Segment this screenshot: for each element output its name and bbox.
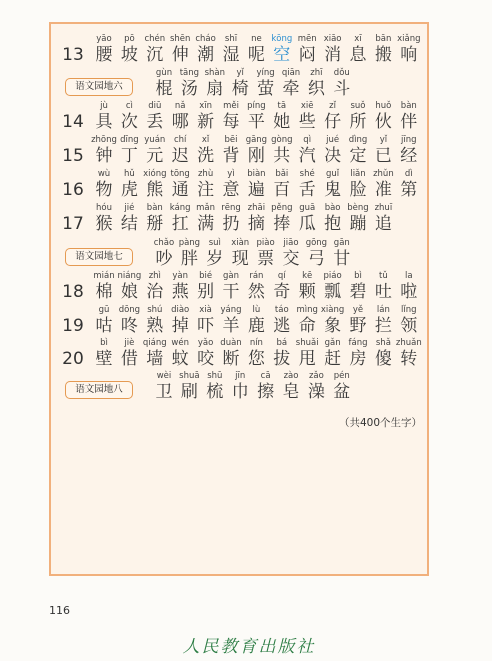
character-cell bbox=[394, 33, 424, 66]
pinyin: zhì bbox=[148, 271, 161, 281]
hanzi: 搬 bbox=[374, 45, 392, 65]
hanzi: 些 bbox=[298, 112, 316, 132]
publisher-logo: 人民教育出版社 bbox=[182, 637, 316, 657]
pinyin: lǐng bbox=[401, 305, 417, 315]
hanzi: 决 bbox=[324, 146, 342, 166]
hanzi: 意 bbox=[222, 180, 240, 200]
pinyin: shàn bbox=[204, 68, 225, 78]
character-cell bbox=[394, 304, 424, 337]
garden-label: 语文园地七 bbox=[65, 248, 133, 266]
pinyin: cā bbox=[260, 371, 271, 381]
hanzi: 她 bbox=[273, 112, 291, 132]
lesson-number: 19 bbox=[62, 316, 84, 336]
hanzi: 您 bbox=[247, 349, 265, 369]
hanzi: 鬼 bbox=[324, 180, 342, 200]
hanzi: 伙 bbox=[374, 112, 392, 132]
pinyin: jiāo bbox=[283, 238, 299, 248]
hanzi: 断 bbox=[222, 349, 240, 369]
hanzi: 平 bbox=[247, 112, 265, 132]
pinyin: gǎn bbox=[324, 338, 341, 348]
pinyin: bǎi bbox=[275, 169, 289, 179]
pinyin: yàn bbox=[172, 271, 188, 281]
garden-label: 语文园地八 bbox=[65, 381, 133, 399]
hanzi: 第 bbox=[400, 180, 418, 200]
character-cell bbox=[327, 237, 357, 270]
hanzi: 追 bbox=[374, 214, 392, 234]
pinyin: suì bbox=[208, 238, 221, 248]
character-cell bbox=[394, 100, 424, 133]
pinyin: xǐ bbox=[201, 135, 210, 145]
character-cell bbox=[368, 202, 398, 235]
pinyin: lù bbox=[252, 305, 261, 315]
pinyin: cì bbox=[125, 101, 133, 111]
hanzi: 脸 bbox=[349, 180, 367, 200]
hanzi: 百 bbox=[273, 180, 291, 200]
hanzi: 皂 bbox=[282, 382, 300, 402]
hanzi: 蚊 bbox=[171, 349, 189, 369]
lesson-number: 15 bbox=[62, 146, 84, 166]
pinyin: duàn bbox=[220, 338, 242, 348]
pinyin: xiǎng bbox=[397, 34, 421, 44]
pinyin: mìng bbox=[296, 305, 318, 315]
hanzi: 注 bbox=[197, 180, 215, 200]
pinyin: hóu bbox=[96, 203, 112, 213]
pinyin: zǎo bbox=[308, 371, 324, 381]
pinyin: wèi bbox=[156, 371, 172, 381]
pinyin: jīng bbox=[401, 135, 417, 145]
pinyin: piáo bbox=[323, 271, 342, 281]
hanzi: 别 bbox=[197, 282, 215, 302]
hanzi: 拦 bbox=[374, 316, 392, 336]
pinyin: shǎ bbox=[375, 338, 391, 348]
pinyin: gān bbox=[333, 238, 350, 248]
pinyin: diū bbox=[148, 101, 162, 111]
pinyin: pén bbox=[333, 371, 350, 381]
garden-label: 语文园地六 bbox=[65, 78, 133, 96]
hanzi: 逃 bbox=[273, 316, 291, 336]
pinyin: zhī bbox=[310, 68, 323, 78]
pinyin: jù bbox=[100, 101, 108, 111]
pinyin: bān bbox=[375, 34, 392, 44]
pinyin: chǎo bbox=[153, 238, 175, 248]
hanzi: 弓 bbox=[307, 249, 325, 269]
pinyin: rán bbox=[249, 271, 264, 281]
pinyin: gū bbox=[98, 305, 110, 315]
hanzi: 咚 bbox=[120, 316, 138, 336]
hanzi: 丁 bbox=[120, 146, 138, 166]
hanzi: 卫 bbox=[155, 382, 173, 402]
character-cell bbox=[394, 168, 424, 201]
lesson-row bbox=[49, 337, 429, 370]
hanzi: 交 bbox=[282, 249, 300, 269]
hanzi: 熊 bbox=[146, 180, 164, 200]
hanzi: 扔 bbox=[222, 214, 240, 234]
pinyin: suǒ bbox=[350, 101, 366, 111]
pinyin: shú bbox=[147, 305, 163, 315]
pinyin: fáng bbox=[348, 338, 368, 348]
pinyin: yuán bbox=[144, 135, 166, 145]
pinyin: dǒu bbox=[333, 68, 350, 78]
pinyin: jiè bbox=[124, 338, 135, 348]
hanzi: 碧 bbox=[349, 282, 367, 302]
hanzi: 哪 bbox=[171, 112, 189, 132]
pinyin: shuā bbox=[179, 371, 200, 381]
pinyin: qì bbox=[303, 135, 312, 145]
pinyin: bēi bbox=[224, 135, 238, 145]
lesson-row bbox=[49, 304, 429, 337]
pinyin: diào bbox=[171, 305, 190, 315]
hanzi: 命 bbox=[298, 316, 316, 336]
hanzi: 傻 bbox=[374, 349, 392, 369]
pinyin: tāng bbox=[179, 68, 200, 78]
hanzi: 坡 bbox=[120, 45, 138, 65]
pinyin: mián bbox=[93, 271, 115, 281]
pinyin: yǐ bbox=[379, 135, 388, 145]
hanzi: 仔 bbox=[324, 112, 342, 132]
pinyin: bì bbox=[354, 271, 362, 281]
hanzi: 盆 bbox=[333, 382, 351, 402]
pinyin: tā bbox=[277, 101, 287, 111]
hanzi: 抱 bbox=[324, 214, 342, 234]
hanzi: 熟 bbox=[146, 316, 164, 336]
hanzi: 结 bbox=[120, 214, 138, 234]
hanzi: 猴 bbox=[95, 214, 113, 234]
pinyin: yǐ bbox=[236, 68, 244, 78]
hanzi: 伸 bbox=[171, 45, 189, 65]
hanzi: 已 bbox=[374, 146, 392, 166]
hanzi: 掉 bbox=[171, 316, 189, 336]
hanzi: 棉 bbox=[95, 282, 113, 302]
pinyin: bào bbox=[324, 203, 341, 213]
pinyin: xiàng bbox=[320, 305, 345, 315]
hanzi: 所 bbox=[349, 112, 367, 132]
pinyin: niáng bbox=[117, 271, 142, 281]
garden-row bbox=[49, 370, 429, 403]
hanzi: 房 bbox=[349, 349, 367, 369]
pinyin: xióng bbox=[143, 169, 167, 179]
pinyin: jué bbox=[326, 135, 340, 145]
hanzi: 捧 bbox=[273, 214, 291, 234]
pinyin: káng bbox=[169, 203, 191, 213]
pinyin: piào bbox=[256, 238, 275, 248]
hanzi: 吐 bbox=[374, 282, 392, 302]
hanzi: 腰 bbox=[95, 45, 113, 65]
lesson-row bbox=[49, 33, 429, 66]
pinyin: zhuǎn bbox=[395, 338, 422, 348]
pinyin: zhǔn bbox=[373, 169, 394, 179]
hanzi: 遍 bbox=[247, 180, 265, 200]
hanzi: 咬 bbox=[197, 349, 215, 369]
pinyin: píng bbox=[247, 101, 266, 111]
pinyin: yǎo bbox=[197, 338, 214, 348]
pinyin: gòng bbox=[271, 135, 293, 145]
pinyin: shēn bbox=[169, 34, 191, 44]
hanzi: 汽 bbox=[298, 146, 316, 166]
hanzi: 奇 bbox=[273, 282, 291, 302]
character-cell bbox=[394, 270, 424, 303]
hanzi: 象 bbox=[324, 316, 342, 336]
pinyin: bàn bbox=[146, 203, 163, 213]
hanzi: 吵 bbox=[155, 249, 173, 269]
hanzi: 票 bbox=[257, 249, 275, 269]
pinyin: mǎn bbox=[196, 203, 216, 213]
pinyin: gōng bbox=[305, 238, 328, 248]
lesson-row bbox=[49, 168, 429, 201]
hanzi: 迟 bbox=[171, 146, 189, 166]
lesson-number: 18 bbox=[62, 282, 84, 302]
hanzi: 墙 bbox=[146, 349, 164, 369]
pinyin: wù bbox=[97, 169, 111, 179]
hanzi: 牵 bbox=[282, 79, 300, 99]
pinyin: rēng bbox=[221, 203, 241, 213]
hanzi: 领 bbox=[400, 316, 418, 336]
hanzi: 通 bbox=[171, 180, 189, 200]
hanzi: 甘 bbox=[333, 249, 351, 269]
lesson-row bbox=[49, 202, 429, 235]
pinyin: xiāo bbox=[323, 34, 342, 44]
pinyin: pàng bbox=[178, 238, 201, 248]
hanzi: 元 bbox=[146, 146, 164, 166]
pinyin: qí bbox=[277, 271, 286, 281]
hanzi: 定 bbox=[349, 146, 367, 166]
hanzi: 经 bbox=[400, 146, 418, 166]
hanzi: 瓜 bbox=[298, 214, 316, 234]
hanzi: 借 bbox=[120, 349, 138, 369]
pinyin: zhù bbox=[197, 169, 214, 179]
pinyin: tōng bbox=[170, 169, 190, 179]
pinyin: guǐ bbox=[326, 169, 340, 179]
pinyin: kōng bbox=[271, 34, 293, 44]
hanzi: 咕 bbox=[95, 316, 113, 336]
garden-row bbox=[49, 67, 429, 100]
pinyin: kē bbox=[302, 271, 313, 281]
pinyin: měi bbox=[223, 101, 239, 111]
pinyin: pěng bbox=[271, 203, 293, 213]
hanzi: 呢 bbox=[247, 45, 265, 65]
pinyin: biàn bbox=[247, 169, 266, 179]
hanzi: 椅 bbox=[231, 79, 249, 99]
hanzi: 虎 bbox=[120, 180, 138, 200]
hanzi: 刚 bbox=[247, 146, 265, 166]
hanzi: 野 bbox=[349, 316, 367, 336]
character-cell bbox=[394, 134, 424, 167]
pinyin: dīng bbox=[120, 135, 139, 145]
lesson-number: 13 bbox=[62, 45, 84, 65]
hanzi: 澡 bbox=[307, 382, 325, 402]
character-cell bbox=[327, 370, 357, 403]
hanzi: 织 bbox=[307, 79, 325, 99]
hanzi: 壁 bbox=[95, 349, 113, 369]
hanzi: 汤 bbox=[180, 79, 198, 99]
pinyin: qiáng bbox=[142, 338, 167, 348]
pinyin: xī bbox=[354, 34, 362, 44]
hanzi: 满 bbox=[197, 214, 215, 234]
hanzi: 治 bbox=[146, 282, 164, 302]
hanzi: 具 bbox=[95, 112, 113, 132]
hanzi: 啦 bbox=[400, 282, 418, 302]
hanzi: 现 bbox=[231, 249, 249, 269]
hanzi: 丢 bbox=[146, 112, 164, 132]
pinyin: yì bbox=[227, 169, 235, 179]
pinyin: wén bbox=[171, 338, 189, 348]
pinyin: gāng bbox=[245, 135, 268, 145]
pinyin: tǔ bbox=[379, 271, 388, 281]
page-number: 116 bbox=[49, 604, 70, 617]
pinyin: cháo bbox=[195, 34, 216, 44]
hanzi: 消 bbox=[324, 45, 342, 65]
pinyin: táo bbox=[274, 305, 289, 315]
hanzi: 沉 bbox=[146, 45, 164, 65]
pinyin: dōng bbox=[118, 305, 141, 315]
lesson-row bbox=[49, 134, 429, 167]
hanzi: 摘 bbox=[247, 214, 265, 234]
hanzi: 巾 bbox=[231, 382, 249, 402]
hanzi: 潮 bbox=[197, 45, 215, 65]
pinyin: nín bbox=[249, 338, 263, 348]
pinyin: bàn bbox=[400, 101, 417, 111]
pinyin: la bbox=[405, 271, 413, 281]
hanzi: 岁 bbox=[206, 249, 224, 269]
pinyin: dìng bbox=[348, 135, 368, 145]
pinyin: lán bbox=[376, 305, 390, 315]
hanzi: 拔 bbox=[273, 349, 291, 369]
pinyin: mēn bbox=[297, 34, 317, 44]
character-cell bbox=[327, 67, 357, 100]
pinyin: jīn bbox=[235, 371, 246, 381]
pinyin: yíng bbox=[256, 68, 275, 78]
pinyin: shuǎi bbox=[295, 338, 319, 348]
lesson-number: 16 bbox=[62, 180, 84, 200]
hanzi: 燕 bbox=[171, 282, 189, 302]
hanzi: 颗 bbox=[298, 282, 316, 302]
lesson-row bbox=[49, 270, 429, 303]
hanzi: 刷 bbox=[180, 382, 198, 402]
hanzi: 棍 bbox=[155, 79, 173, 99]
total-count: （共400个生字） bbox=[339, 417, 423, 429]
pinyin: zào bbox=[283, 371, 299, 381]
pinyin: xià bbox=[199, 305, 212, 315]
pinyin: zhōng bbox=[91, 135, 117, 145]
hanzi: 干 bbox=[222, 282, 240, 302]
pinyin: bié bbox=[199, 271, 213, 281]
hanzi: 物 bbox=[95, 180, 113, 200]
hanzi: 胖 bbox=[180, 249, 198, 269]
hanzi: 响 bbox=[400, 45, 418, 65]
hanzi: 扛 bbox=[171, 214, 189, 234]
hanzi: 共 bbox=[273, 146, 291, 166]
pinyin: hǔ bbox=[124, 169, 135, 179]
pinyin: yáng bbox=[220, 305, 242, 315]
pinyin: xīn bbox=[199, 101, 212, 111]
hanzi: 空 bbox=[273, 45, 291, 65]
pinyin: shé bbox=[299, 169, 315, 179]
hanzi: 甩 bbox=[298, 349, 316, 369]
pinyin: qiān bbox=[281, 68, 301, 78]
pinyin: xiàn bbox=[231, 238, 250, 248]
pinyin: xiē bbox=[300, 101, 314, 111]
lesson-row bbox=[49, 100, 429, 133]
hanzi: 娘 bbox=[120, 282, 138, 302]
pinyin: jié bbox=[124, 203, 135, 213]
hanzi: 擦 bbox=[257, 382, 275, 402]
hanzi: 然 bbox=[247, 282, 265, 302]
garden-row bbox=[49, 237, 429, 270]
pinyin: shī bbox=[224, 34, 238, 44]
pinyin: bèng bbox=[347, 203, 369, 213]
hanzi: 赶 bbox=[324, 349, 342, 369]
pinyin: bá bbox=[276, 338, 288, 348]
hanzi: 梳 bbox=[206, 382, 224, 402]
pinyin: shū bbox=[207, 371, 223, 381]
hanzi: 转 bbox=[400, 349, 418, 369]
pinyin: zǐ bbox=[329, 101, 336, 111]
pinyin: liǎn bbox=[350, 169, 366, 179]
hanzi: 钟 bbox=[95, 146, 113, 166]
pinyin: gùn bbox=[155, 68, 173, 78]
lesson-number: 17 bbox=[62, 214, 84, 234]
hanzi: 每 bbox=[222, 112, 240, 132]
hanzi: 舌 bbox=[298, 180, 316, 200]
hanzi: 息 bbox=[349, 45, 367, 65]
hanzi: 洗 bbox=[197, 146, 215, 166]
hanzi: 瓢 bbox=[324, 282, 342, 302]
pinyin: bì bbox=[100, 338, 108, 348]
hanzi: 羊 bbox=[222, 316, 240, 336]
pinyin: chí bbox=[173, 135, 187, 145]
hanzi: 伴 bbox=[400, 112, 418, 132]
pinyin: ne bbox=[251, 34, 262, 44]
hanzi: 掰 bbox=[146, 214, 164, 234]
hanzi: 扇 bbox=[206, 79, 224, 99]
hanzi: 吓 bbox=[197, 316, 215, 336]
pinyin: chén bbox=[144, 34, 166, 44]
pinyin: pō bbox=[124, 34, 135, 44]
pinyin: guā bbox=[299, 203, 316, 213]
pinyin: yāo bbox=[96, 34, 112, 44]
hanzi: 次 bbox=[120, 112, 138, 132]
pinyin: huǒ bbox=[375, 101, 392, 111]
pinyin: dì bbox=[404, 169, 413, 179]
hanzi: 蹦 bbox=[349, 214, 367, 234]
hanzi: 背 bbox=[222, 146, 240, 166]
pinyin: zhuī bbox=[374, 203, 393, 213]
hanzi: 萤 bbox=[257, 79, 275, 99]
hanzi: 鹿 bbox=[247, 316, 265, 336]
character-cell bbox=[394, 337, 424, 370]
pinyin: zhāi bbox=[247, 203, 266, 213]
lesson-number: 14 bbox=[62, 112, 84, 132]
hanzi: 准 bbox=[374, 180, 392, 200]
lesson-number: 20 bbox=[62, 349, 84, 369]
pinyin: gàn bbox=[223, 271, 239, 281]
hanzi: 湿 bbox=[222, 45, 240, 65]
hanzi: 闷 bbox=[298, 45, 316, 65]
hanzi: 新 bbox=[197, 112, 215, 132]
pinyin: yě bbox=[352, 305, 364, 315]
pinyin: nǎ bbox=[174, 101, 186, 111]
hanzi: 斗 bbox=[333, 79, 351, 99]
